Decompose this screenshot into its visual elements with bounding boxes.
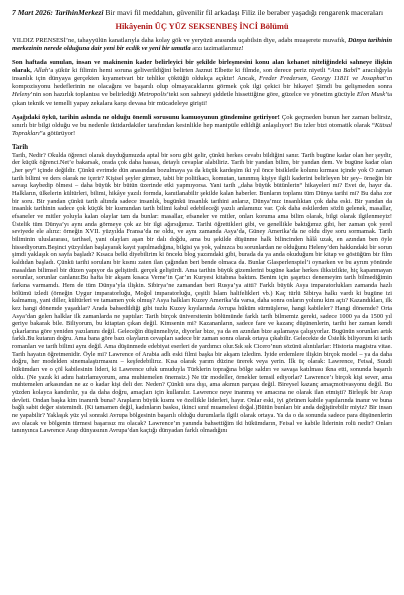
recap-text-2: ” aracılığıyla insanlık için dünyaya gerçekten kıyametvari bir tehlike çöktüğü oldukça açıktır! Ancak,	[12, 67, 392, 83]
theme-em: Kütsal Toprakları	[12, 121, 392, 137]
recap-em-3: Freder Fredersen, Georgy 11811 ve Josaphat	[259, 75, 385, 83]
recap-text-4: ’nin son hazırlık toplantısı ve belirlediği	[30, 91, 139, 99]
recap-text-1: ’a şükür ki filimin hemi soruna geliverildiğini belirten Jaznut Elbette ki filmde, son derece periz niyetli “	[48, 67, 331, 75]
recap-em-5: Metropolis	[138, 91, 167, 99]
intro-paragraph	[12, 8, 392, 17]
recap-em-6: Elon Musk	[356, 91, 386, 99]
theme-text: Çok geçmeden bunun her zaman belirsiz, sınırlı bir bilgi olduğu ve bu nedenle iktidardakiler tarafından kesinlikle hep manipüle edildiği anlaşılıyor! Bu izler bizi otomatik olarak “	[12, 113, 392, 129]
dateline: 7 Mart 2026: TarihinMerkezi	[12, 8, 104, 17]
recap-text-6: ’ta çıkan teknik ve temelli yapay zekalara karşı devasa bir mücadeleye girişti!	[12, 91, 392, 107]
recap-em-2: Ana Babil	[330, 67, 358, 75]
intro-text: Bir mavi fil meddahın, güvenilir fil arkadaşı Filiz ile beraber yaşadığı rengarenk maceraları	[103, 8, 384, 17]
recap-lead: Son haftada sunulan, insan ve makinenin kader belirleyici bir şekilde birleşmesini konu alan kehanet niteliğindeki sahneye ilişkin olarak,	[12, 59, 392, 75]
recap-text-3: ’ın kompozisyonu hedeflerinin ne olacağını ve başarılı olup olmayacaklarını görmek çok ilgi çekici bir hikaye! Şimdi bu gelişmeden sonra	[12, 75, 392, 91]
recap-text-5: ’teki son sahneyi şiddetle hissettiğine göre, güzelce ve yönetim gücüyle	[166, 91, 357, 99]
theme-closing: ”a götürüyor!	[39, 129, 76, 137]
body-paragraph: Tarih, Nedir? Okulda öğrenci olarak duyduğumuzda aptal bir soru gibi gelir, çünkü herkes cevabı bildiğini sanır. Tarih bugüne kadar olan her şeydir, der küçük öğrenci.Net’e bakarsak, orada çok daha hassas, detaylı cevaplar alabiliriz. Tarih bir yandan bilim, bir yandan dem. Ve bugüne kadar olan „her şey“ içinde değildir. Çünkü evrimde dün anasından bozulmaya ya da küçük kardeşim iki yıl önce bisikletle kolunu kırması içinde yok O zaman tarih bilimi ve ders olarak ne içerir? Kişisel şeyler girmez, tabii bir politikacı, komutan, tanınmış kişiye ilgili kaderini belirleyen bir şey– örneğin bir savaşı kaybedip ölmesi – daha büyük bir bütün üzerinde etki yapmıyorsa. Yani tarih „daha büyük bütünlerin“ hikayeleri mi? Evet de, hayır da. Halkların, ülkelerin kültürleri, bilimi, hikâye yazılı formda, kanıtlanabilir şekilde kalan haberler. Bunların toplamı tüm Dünya tarihi mi? Bu daha zor bir soru. Bir yandan çünkü tarih altında sadece insanlık, bugünkü insanlık tarihini anlarız, Dünya’mız insanlıktan çok daha eski. Bir yandan da insanlık tarihinin sadece çok küçük bir kısmından tarih bilimi kabul edebileceği yazılı anlamınız var. Çok daha eskilerden sözlü gelenek, masallar, efsaneler ve mitler yoluyla kalan olaylar tam da bunlar: masallar, efsaneler ve mitler, onları koruma ama bilim olarak, bilgi olarak ilgilenmeyiz! Üstelik tüm Dünya’yı aynı anda görmeye çok az bir ilgi ağırsığımız. Tarihi öğrettikleri gibi, ve genellikle baktığımız gibi, her zaman çok yerel seviyede ele alırız: örneğin XVII. yüzyılda Fransa’da ne oldu, ve aynı zamanda Asya’da, Güney Amerika’da ne oldu diye soru sormamak. Tarih biliminin uluslararası, tarihsel, yani olayları aşan bir dalı doğdu, ama bu şekilde düşünme halk bilincinden hâlâ uzak, en azından ben öyle hissediyorum.Beşinci yüzyıldan başlayarak kayıt yapılmadığına, bilgisi ya yok, yalnızca bu sorunlardan ne olduğunu Heleny’den hakkındaki bir sorun şimdi yaklaşık on sayfa başladı? Kısaca belki diyebilirim ki öncekı blog yazımdaki gibi, burada da ya anda okuduğum bir kitap ve göstüğüm bir film kaldıdan başladı. Çünkü tarihi sorulanı bir kısmı zaten ilan çağından beri bende olmaca da. Bunlar Glasperlenspiel’i oynarken ve bu ayrım yönünde masaldan bilimsel bir düzen yapıyor da geliştirdi. gerçek geliştirdi. Ama tarihin büyük gizemlerini bugüne kadar herkes iliksizlikte, hiç kapanmayan sorunlar, sorunlar canlanır.Bu hafta bir akşam kısaca Verne’in Çar’ın Kuryesi kitabına baktım. Benim için şaşırtıcı denemeyim tarih bilmediğimin farkına varmamdı. Hem de tüm Dünya’yla ilişkin. Sibirya’ne zamandan beri Rusya’ya aitti? Farklı büyük Asya imparatorlukları zamanda hazlı bölümü izledi (örneğin Uygur imparatorluğu, Moğol imparatorluğu, çeşitli İslam halifelikleri vb.) Kaç türlü Sibirya halkı vardı ki bugüne izi kalmamış, yani diller, kültürleri ve tamamen yok olmuş? Asya halkları Kuzey Amerika’da varsa, daha sonra onların yolunu kim açtı? Kazandıkları, ilk kez hangi dönemde yaşadılar? Arada bahsedildiği gibi tuzlu Kuzey kıyılarında Avrupa hüküm sürmüşlerse, hangi kabileler? Hangi dönemde? Orta Asya’dan gelen halklar ilk zamanlarda ne yaptılar: Tarih birçok üniversitenin bölümünde farklı tarih bilmemiz gereki, sadece 1000 ya da 1500 yıl geriye bakarak bile. Biliyorum, bu kitaptan çıkan değil. Kimsenin mi? Kazananların, sadece fare ve kazanç düşünenlerin, tarihi her zaman kendi çıkarlarına göre yeniden yazılanını değil. Geleceğin düşünmeliyiz, diyorlar bize, ya da en azından bize aşılamaya çalışıyorlar. Bugünün sorunları artık farklı.Bu kutanın doğru. Ama bana göre bazı olayların cevapları sadece bir zaman sonra olarak ortaya çıkabilir. Gelecekte de Üstelik biliyorum ki tarih romanları ve tarih bilimi aynı değil. Ama düşünmede edebiyat eserleri de yardımcı olur.Sık sık Cicero’nun sözünü alıntılarlar: Historia magistra vitae. Tarih hayatın öğretmenidir. Öyle mi? Lawrence of Arabia adlı eski filmi başka bir akşam izledim. İyide erdemlere ilişkin birçok model – ya da daha doğru, her modelden sinemalaştırmasını – keşfedebilirız. Kısa olarak yarım düzine ürerek veya yerin. İlk üç olarak: Lawrence, Feisal, Suudi hükümdarı ve o çöl kabilesinin lideri, ki Lawrence ufuk umuduyla Türklerin toprağına bölge saldırı ve savaşa katılması ikna etti, sonunda başarılı oldu. (Ne yazık ki adını hatırlamıyorum, ama muhtemelen önemsiz.) Ne tür modeller, örnekler temsil ediyorlar? Lawrence’ı birçok kişi sever, ama muhtemelen arkasından ne az o kadar kişi deli der. Neden? Çünkü sıra dışı, ama akımın parçası değil. Bireysel kazanç amaçmotivasyonu değil. Bu yüzden kolayca kandırılır, ya da daha doğru, amaçları için kullanılır. Lawrence neye inanmış ve amacına ne olarak ilan etmişti? Birleşik bir Arap devleti. Ondan başka kim inanırdı buna? Arapların büyük kısmı ve özellikle liderleri, hayır. Onlar eski, iyi görünen kabile yapılarında inanır ve buna bağlı sabit değer sistemindi. (Ki tamamen değil, kadınların basksı, ikinci sınıf muamelesi doğal.)Bütün bunları bir anda değiştirebilir miyiz? Bir insan ne yapabilir? Yaklaşık yüz yıl sonraki Avrupa bölgesinin başarılı olduğu durumlarla ilgili olarak ortaya. Ya da o da sonunda sadece para düşünenlerin avı olacak ve bölgenin türmesi başarısız mı olacak? Lawrence’ın yanında bahsettiğim iki hükümdarın, Feisal ve kabile liderinin rolü nedir? Onları tanınyınca Lawrence Arap dünyasının Avrupa’dan kaçtığı dünyadan farklı olmadığını	[12, 151, 392, 435]
recap-em-4: Heleny	[12, 91, 31, 99]
section-heading: Tarih	[12, 143, 28, 151]
greeting-emphasis: Dünya tarihinin merkezinin nerede olduğuna dair yeni bir ecdik ve yeni bir umutla	[12, 37, 392, 53]
greeting-closing: arzı tazimatlarımız!	[190, 45, 244, 53]
greeting-paragraph	[12, 37, 392, 53]
recap-em-1: Allah	[33, 67, 49, 75]
recap-paragraph	[12, 59, 392, 107]
greeting-text: YILDIZ PRENSESİ’ne, tahayyülün kanatlarıyla daha kolay gök ve yeryüzü arasında uçabilsin diye, adabı muaşerete muvafık,	[12, 37, 348, 45]
theme-lead: Aşağıdaki öykü, tarihin aslında ne olduğu önemli sorusunu kamuoyunun gündemine getiriyor!	[12, 113, 280, 121]
episode-title: Hikâyenin ÜÇ YÜZ SEKSENBEŞ İNCİ Bölümü	[115, 22, 289, 32]
theme-paragraph	[12, 114, 392, 138]
